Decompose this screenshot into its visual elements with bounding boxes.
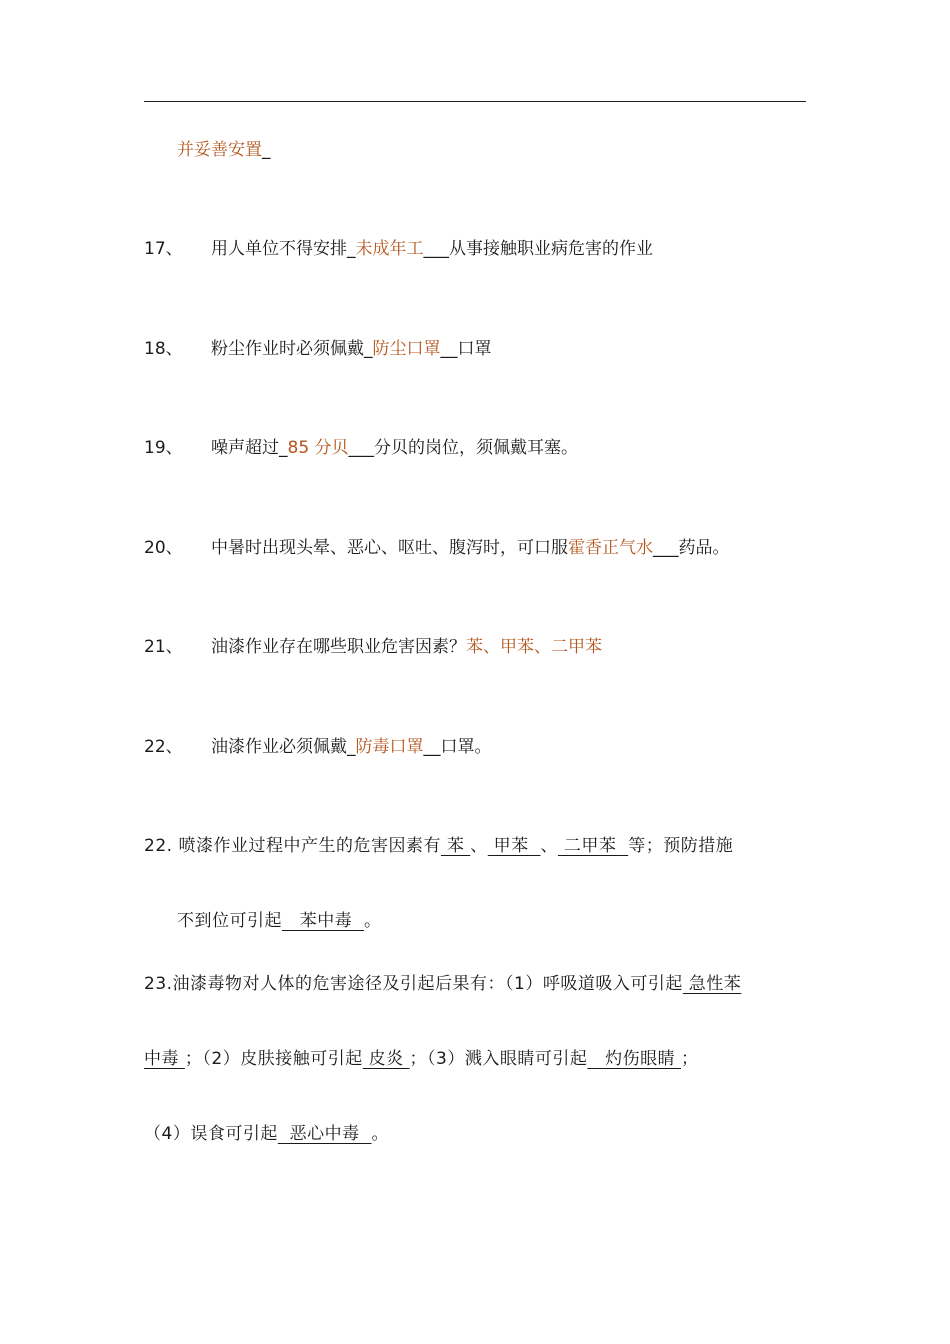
underlined-answer: 苯 (440, 836, 471, 856)
blank: _ (347, 737, 356, 757)
question-text: （4）误食可引起 (144, 1124, 278, 1144)
underlined-answer: 恶心中毒 (277, 1124, 372, 1144)
header-rule (144, 101, 806, 102)
underlined-answer: 灼伤眼睛 (587, 1049, 681, 1069)
question-text: 口罩。 (440, 737, 492, 757)
question-23-line1 (144, 972, 741, 996)
question-number: 22、 (144, 737, 183, 757)
underlined-answer: 苯中毒 (282, 911, 365, 931)
answer-text: 苯、甲苯、二甲苯 (466, 637, 602, 657)
question-text: 噪声超过 (211, 438, 279, 458)
question-17 (144, 237, 653, 261)
answer-text: 85 分贝 (287, 438, 349, 458)
question-text: ； (681, 1049, 699, 1069)
question-text: 油漆作业必须佩戴 (211, 737, 347, 757)
question-22b-line2 (177, 909, 382, 933)
question-20 (144, 536, 730, 560)
question-22b-line1 (144, 834, 733, 858)
question-text: 油漆作业存在哪些职业危害因素？ (211, 637, 466, 657)
question-number: 17、 (144, 239, 183, 259)
underlined-answer: 皮炎 (362, 1049, 410, 1069)
question-text: 从事接触职业病危害的作业 (449, 239, 653, 259)
blank: _ (262, 140, 271, 160)
question-text: 23.油漆毒物对人体的危害途径及引起后果有：（1）呼吸道吸入可引起 (144, 974, 683, 994)
question-text: 用人单位不得安排 (211, 239, 347, 259)
question-text: 。 (371, 1124, 389, 1144)
blank: __ (423, 737, 441, 757)
answer-text: 未成年工 (355, 239, 424, 259)
question-22a (144, 735, 492, 759)
question-18 (144, 337, 492, 361)
question-21 (144, 635, 602, 659)
separator: 、 (470, 836, 488, 856)
question-number: 21、 (144, 637, 183, 657)
question-number: 19、 (144, 438, 183, 458)
question-text: 口罩 (457, 339, 492, 359)
blank: _ (279, 438, 288, 458)
continuation-line (177, 138, 271, 162)
blank: _ (347, 239, 356, 259)
answer-text: 防尘口罩 (372, 339, 441, 359)
question-text: 中暑时出现头晕、恶心、呕吐、腹泻时，可口服 (211, 538, 568, 558)
blank: ___ (423, 239, 449, 259)
question-text: 22. 喷漆作业过程中产生的危害因素有 (144, 836, 441, 856)
blank: __ (440, 339, 458, 359)
underlined-answer: 中毒 (144, 1049, 185, 1069)
answer-text: 霍香正气水 (568, 538, 653, 558)
answer-text: 并妥善安置 (177, 140, 262, 160)
question-23-line3 (144, 1122, 389, 1146)
underlined-answer: 甲苯 (487, 836, 541, 856)
answer-text: 防毒口罩 (355, 737, 424, 757)
question-text: ；（3）溅入眼睛可引起 (409, 1049, 588, 1069)
question-23-line2 (144, 1047, 699, 1071)
question-text: 等；预防措施 (628, 836, 734, 856)
blank: ___ (348, 438, 375, 458)
question-text: ；（2）皮肤接触可引起 (184, 1049, 363, 1069)
question-text: 分贝的岗位，须佩戴耳塞。 (374, 438, 579, 458)
blank: ___ (653, 538, 679, 558)
question-number: 20、 (144, 538, 183, 558)
question-text: 药品。 (678, 538, 730, 558)
question-text: 不到位可引起 (177, 911, 282, 931)
question-text: 。 (364, 911, 382, 931)
question-19 (144, 436, 578, 460)
separator: 、 (540, 836, 558, 856)
blank: _ (364, 339, 373, 359)
underlined-answer: 急性苯 (682, 974, 742, 994)
underlined-answer: 二甲苯 (557, 836, 629, 856)
question-text: 粉尘作业时必须佩戴 (211, 339, 364, 359)
question-number: 18、 (144, 339, 183, 359)
